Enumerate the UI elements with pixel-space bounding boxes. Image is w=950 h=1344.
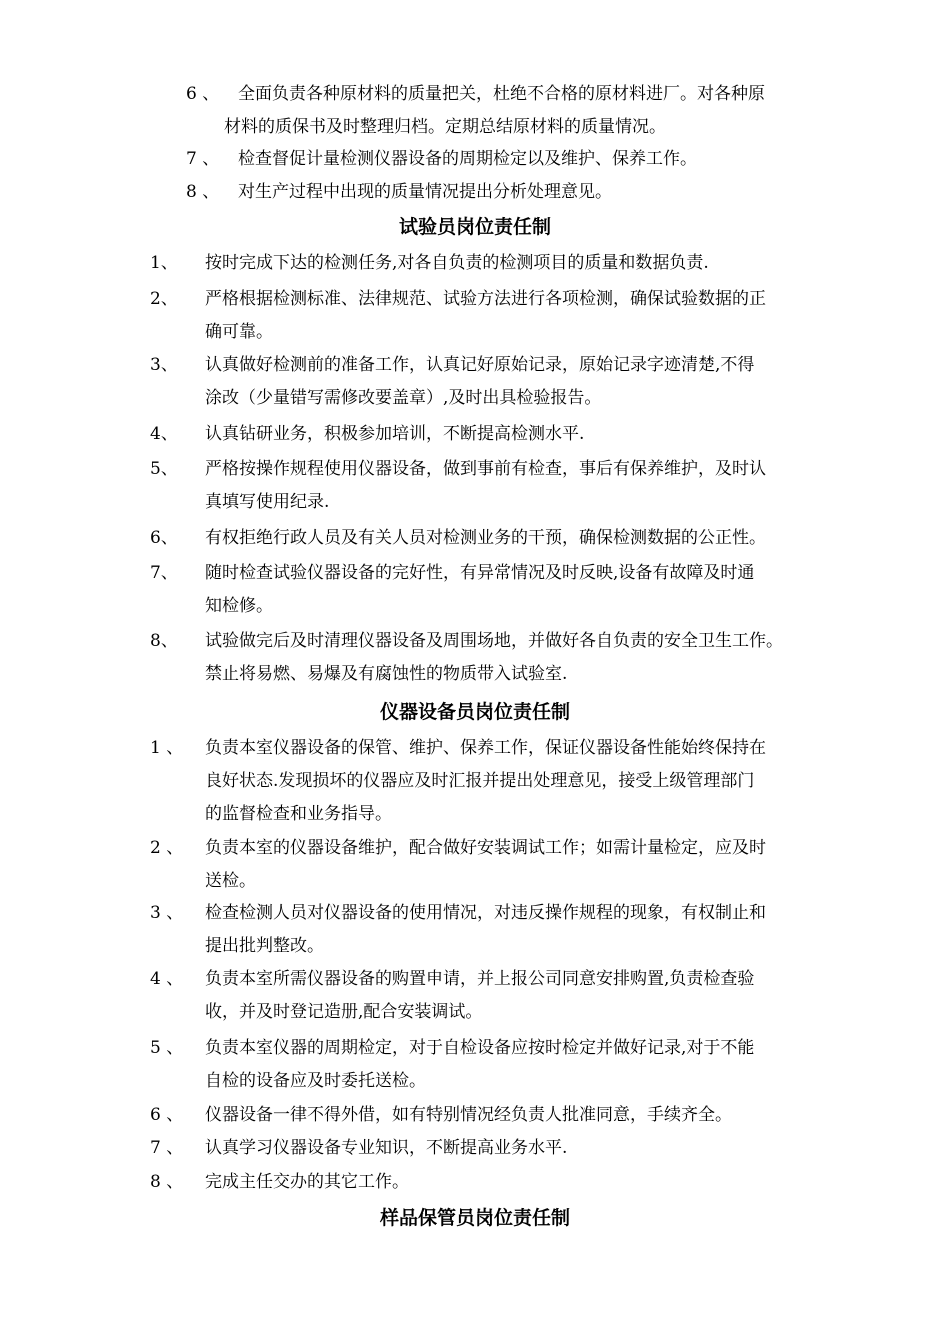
item-number: 7、 bbox=[150, 563, 178, 583]
item-text: 负责本室仪器的周期检定，对于自检设备应按时检定并做好记录,对于不能 自检的设备应及时委托送检。 bbox=[205, 1038, 755, 1091]
item-text: 检查检测人员对仪器设备的使用情况，对违反操作规程的现象，有权制止和 提出批判整改。 bbox=[205, 903, 766, 956]
item-number: 8 、 bbox=[150, 1172, 184, 1192]
item-number: 6、 bbox=[150, 528, 178, 548]
item-number: 2 、 bbox=[150, 838, 184, 858]
section-title-tester: 试验员岗位责任制 bbox=[398, 216, 551, 238]
item-text: 负责本室所需仪器设备的购置申请，并上报公司同意安排购置,负责检查验 收，并及时登记造册,配合安装调试。 bbox=[205, 969, 755, 1022]
item-text: 完成主任交办的其它工作。 bbox=[205, 1172, 409, 1192]
item-text: 负责本室的仪器设备维护，配合做好安装调试工作；如需计量检定，应及时 送检。 bbox=[205, 838, 766, 891]
item-number: 6 、 bbox=[150, 1105, 184, 1125]
section-title-sample: 样品保管员岗位责任制 bbox=[379, 1207, 570, 1229]
item-number: 8、 bbox=[150, 631, 178, 651]
item-number: 6 、 bbox=[186, 84, 220, 104]
item-number: 7 、 bbox=[186, 149, 220, 169]
item-text: 全面负责各种原材料的质量把关，杜绝不合格的原材料进厂。对各种原 材料的质保书及时整理归档。定期总结原材料的质量情况。 bbox=[224, 84, 765, 137]
item-number: 2、 bbox=[150, 289, 178, 309]
item-number: 4、 bbox=[150, 424, 178, 444]
item-number: 1 、 bbox=[150, 738, 184, 758]
item-number: 4 、 bbox=[150, 969, 184, 989]
item-number: 8 、 bbox=[186, 182, 220, 202]
item-text: 试验做完后及时清理仪器设备及周围场地，并做好各自负责的安全卫生工作。 禁止将易燃、易爆及有腐蚀性的物质带入试验室. bbox=[205, 631, 783, 684]
item-text: 对生产过程中出现的质量情况提出分析处理意见。 bbox=[238, 182, 612, 202]
item-text: 随时检查试验仪器设备的完好性，有异常情况及时反映,设备有故障及时通 知检修。 bbox=[205, 563, 755, 616]
item-text: 负责本室仪器设备的保管、维护、保养工作，保证仪器设备性能始终保持在 良好状态.发现损坏的仪器应及时汇报并提出处理意见，接受上级管理部门 的监督检查和业务指导。 bbox=[205, 738, 766, 824]
item-text: 检查督促计量检测仪器设备的周期检定以及维护、保养工作。 bbox=[238, 149, 697, 169]
item-number: 5、 bbox=[150, 459, 178, 479]
item-text: 认真做好检测前的准备工作，认真记好原始记录，原始记录字迹清楚,不得 涂改（少量错写需修改要盖章）,及时出具检验报告。 bbox=[205, 355, 755, 408]
item-text: 严格按操作规程使用仪器设备，做到事前有检查，事后有保养维护，及时认 真填写使用纪录. bbox=[205, 459, 766, 512]
item-number: 3、 bbox=[150, 355, 178, 375]
section-title-equipment: 仪器设备员岗位责任制 bbox=[379, 701, 570, 723]
item-text: 按时完成下达的检测任务,对各自负责的检测项目的质量和数据负责. bbox=[205, 253, 709, 273]
item-number: 5 、 bbox=[150, 1038, 184, 1058]
item-number: 3 、 bbox=[150, 903, 184, 923]
item-number: 7 、 bbox=[150, 1138, 184, 1158]
item-text: 认真学习仪器设备专业知识，不断提高业务水平. bbox=[205, 1138, 568, 1158]
item-text: 严格根据检测标准、法律规范、试验方法进行各项检测，确保试验数据的正 确可靠。 bbox=[205, 289, 766, 342]
item-number: 1、 bbox=[150, 253, 178, 273]
item-text: 认真钻研业务，积极参加培训，不断提高检测水平. bbox=[205, 424, 585, 444]
item-text: 有权拒绝行政人员及有关人员对检测业务的干预，确保检测数据的公正性。 bbox=[205, 528, 766, 548]
item-text: 仪器设备一律不得外借，如有特别情况经负责人批准同意，手续齐全。 bbox=[205, 1105, 732, 1125]
